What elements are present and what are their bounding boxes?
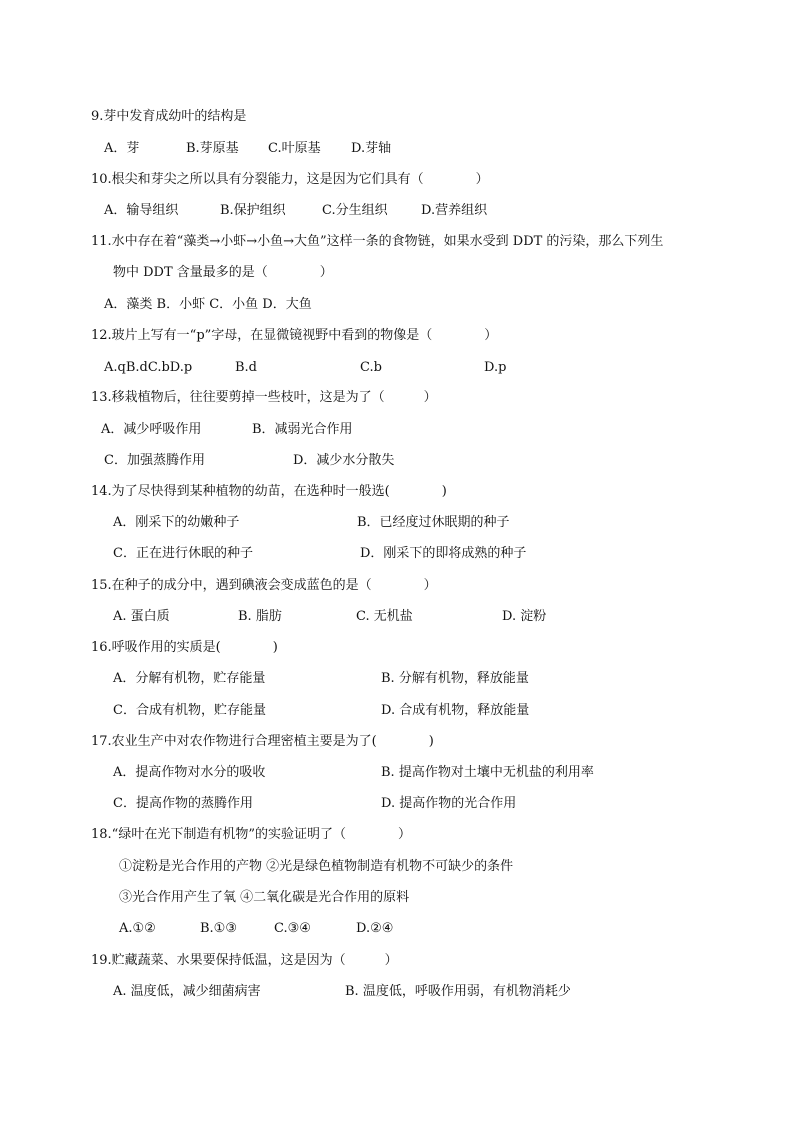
question-17-option-c: C．提高作物的蒸腾作用 [113, 796, 253, 811]
question-16-option-b: B. 分解有机物，释放能量 [381, 671, 529, 686]
question-12-option-a: A.qB.dC.bD.p [104, 360, 193, 375]
question-16-stem: 16.呼吸作用的实质是( ) [91, 640, 278, 655]
question-11-stem-line1: 11.水中存在着“藻类→小虾→小鱼→大鱼”这样一条的食物链，如果水受到 DDT 的污染，那么下列生 [91, 234, 664, 249]
question-14-option-d: D．刚采下的即将成熟的种子 [360, 546, 527, 561]
question-11-options: A．藻类 B．小虾 C．小鱼 D．大鱼 [104, 297, 312, 312]
question-9-option-c: C.叶原基 [268, 141, 321, 156]
question-12-option-b: B.d [235, 360, 258, 375]
question-10-option-d: D.营养组织 [421, 203, 488, 218]
question-16-option-a: A．分解有机物，贮存能量 [113, 671, 266, 686]
question-10-option-b: B.保护组织 [220, 203, 286, 218]
question-12-option-c: C.b [360, 360, 382, 375]
question-18-option-a: A.①② [119, 921, 156, 936]
question-18-stem: 18.“绿叶在光下制造有机物”的实验证明了（ ） [91, 827, 411, 842]
question-17-option-d: D. 提高作物的光合作用 [381, 796, 517, 811]
question-18-option-d: D.②④ [356, 921, 394, 936]
question-10-option-c: C.分生组织 [322, 203, 388, 218]
question-17-option-a: A．提高作物对水分的吸收 [113, 765, 266, 780]
question-19-stem: 19.贮藏蔬菜、水果要保持低温，这是因为（ ） [91, 953, 398, 968]
question-9-option-b: B.芽原基 [186, 141, 239, 156]
question-17-option-b: B. 提高作物对土壤中无机盐的利用率 [381, 765, 594, 780]
question-12-stem: 12.玻片上写有一“p”字母，在显微镜视野中看到的物像是（ ） [91, 328, 498, 343]
question-14-option-b: B．已经度过休眠期的种子 [357, 515, 510, 530]
question-12-option-d: D.p [484, 360, 507, 375]
question-10-stem: 10.根尖和芽尖之所以具有分裂能力，这是因为它们具有（ ） [91, 172, 489, 187]
question-13-option-b: B．减弱光合作用 [252, 422, 353, 437]
question-14-option-a: A．刚采下的幼嫩种子 [113, 515, 240, 530]
question-9-option-d: D.芽轴 [351, 141, 392, 156]
question-13-option-a: A．减少呼吸作用 [101, 422, 202, 437]
question-15-option-b: B. 脂肪 [238, 609, 282, 624]
question-18-statement-3-4: ③光合作用产生了氧 ④二氧化碳是光合作用的原料 [119, 890, 410, 905]
question-13-option-c: C．加强蒸腾作用 [104, 453, 205, 468]
question-13-stem: 13.移栽植物后，往往要剪掉一些枝叶，这是为了（ ） [91, 390, 437, 405]
question-18-option-c: C.③④ [274, 921, 311, 936]
question-16-option-c: C．合成有机物，贮存能量 [113, 703, 266, 718]
question-15-stem: 15.在种子的成分中，遇到碘液会变成蓝色的是（ ） [91, 578, 437, 593]
question-19-option-b: B. 温度低，呼吸作用弱，有机物消耗少 [345, 984, 571, 999]
question-16-option-d: D. 合成有机物，释放能量 [381, 703, 530, 718]
question-14-stem: 14.为了尽快得到某种植物的幼苗，在选种时一般选( ) [91, 484, 447, 499]
question-9-stem: 9.芽中发育成幼叶的结构是 [91, 109, 247, 124]
question-14-option-c: C．正在进行休眠的种子 [113, 546, 253, 561]
question-18-statement-1-2: ①淀粉是光合作用的产物 ②光是绿色植物制造有机物不可缺少的条件 [119, 859, 514, 874]
question-9-option-a: A．芽 [104, 141, 140, 156]
question-19-option-a: A. 温度低，减少细菌病害 [113, 984, 261, 999]
question-15-option-c: C. 无机盐 [356, 609, 413, 624]
question-11-stem-line2: 物中 DDT 含量最多的是（ ） [113, 265, 333, 280]
question-15-option-a: A. 蛋白质 [113, 609, 170, 624]
question-15-option-d: D. 淀粉 [502, 609, 547, 624]
question-10-option-a: A．输导组织 [104, 203, 179, 218]
question-18-option-b: B.①③ [200, 921, 237, 936]
question-13-option-d: D．减少水分散失 [293, 453, 395, 468]
question-17-stem: 17.农业生产中对农作物进行合理密植主要是为了( ) [91, 734, 434, 749]
